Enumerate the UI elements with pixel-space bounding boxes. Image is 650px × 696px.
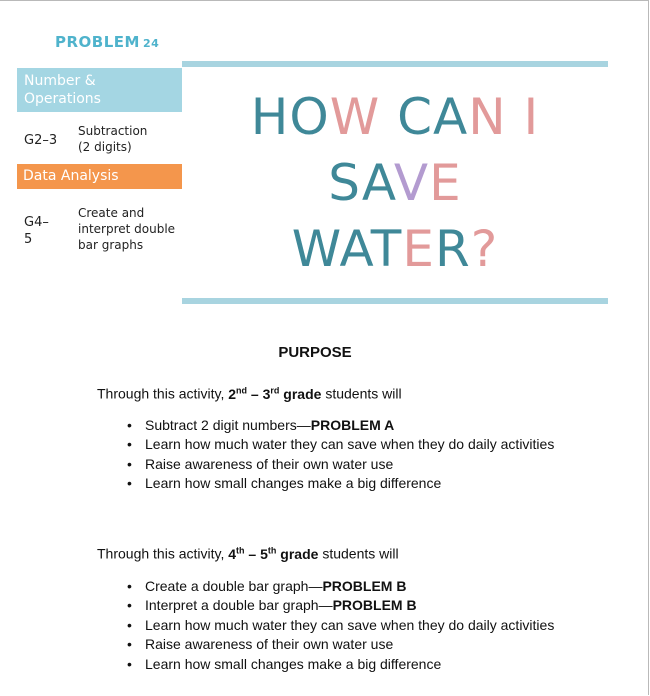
number-operations-heading-line1: Number & bbox=[24, 73, 96, 89]
title-fragment: E bbox=[402, 220, 435, 278]
list-item bbox=[127, 616, 554, 635]
grade-suffix: th bbox=[236, 545, 245, 555]
intro-text: Through this activity, bbox=[97, 385, 229, 402]
grade-number: 5 bbox=[260, 545, 268, 562]
number-operations-grade: G2–3 bbox=[24, 133, 58, 148]
grade-suffix: rd bbox=[270, 385, 280, 395]
data-analysis-description bbox=[78, 205, 175, 253]
data-analysis-heading: Data Analysis bbox=[23, 168, 119, 184]
bullet-text: Interpret a double bar graph— bbox=[145, 597, 333, 614]
grade-dash: – bbox=[247, 385, 263, 402]
problem-label-text: PROBLEM bbox=[55, 33, 140, 51]
bullet-text: Create a double bar graph— bbox=[145, 578, 323, 594]
purpose-bullets-b bbox=[127, 577, 554, 674]
list-item bbox=[127, 577, 554, 596]
problem-label bbox=[55, 33, 159, 51]
intro-text: students will bbox=[318, 545, 399, 562]
title-fragment: ? bbox=[470, 220, 499, 278]
bullet-text: Learn how small changes make a big difference bbox=[145, 655, 442, 672]
grade-number: 3 bbox=[262, 385, 271, 402]
list-item bbox=[127, 435, 554, 454]
data-analysis-grade-line2: 5 bbox=[24, 232, 33, 247]
number-operations-desc-line1: Subtraction bbox=[78, 124, 148, 138]
problem-number: 24 bbox=[142, 37, 160, 50]
grade-word: grade bbox=[279, 385, 322, 402]
intro-text: students will bbox=[321, 385, 402, 402]
list-item bbox=[127, 655, 554, 674]
bullet-bold: PROBLEM B bbox=[332, 597, 417, 614]
bullet-text: Learn how small changes make a big difference bbox=[145, 475, 442, 492]
list-item bbox=[127, 474, 554, 493]
data-analysis-grade-line1: G4– bbox=[24, 215, 49, 230]
grade-suffix: th bbox=[267, 545, 277, 555]
data-analysis-desc-line1: Create and bbox=[78, 206, 145, 220]
data-analysis-band bbox=[17, 164, 182, 189]
title-line-3 bbox=[182, 216, 608, 282]
number-operations-desc-line2: (2 digits) bbox=[78, 140, 132, 154]
bullet-bold: PROBLEM B bbox=[322, 578, 407, 594]
data-analysis-desc-line2: interpret double bbox=[78, 222, 176, 236]
list-item bbox=[127, 455, 554, 474]
grade-word: grade bbox=[276, 545, 319, 562]
number-operations-description bbox=[78, 123, 147, 155]
title-line-2 bbox=[182, 150, 608, 216]
title-fragment: E bbox=[429, 154, 462, 212]
title-fragment: WAT bbox=[291, 220, 403, 278]
purpose-bullets-a bbox=[127, 416, 554, 494]
title-bottom-rule bbox=[182, 298, 608, 304]
grade-suffix: nd bbox=[236, 385, 248, 395]
grade-number: 2 bbox=[228, 385, 237, 402]
intro-text: Through this activity, bbox=[97, 545, 229, 562]
bullet-text: Raise awareness of their own water use bbox=[145, 636, 394, 653]
purpose-intro-a bbox=[97, 385, 402, 402]
bullet-text: Learn how much water they can save when they do daily activities bbox=[145, 436, 555, 453]
number-operations-band bbox=[17, 68, 182, 112]
title-fragment: CA bbox=[397, 88, 469, 146]
list-item bbox=[127, 635, 554, 654]
grade-number: 4 bbox=[228, 545, 237, 562]
number-operations-heading-line2: Operations bbox=[24, 91, 101, 107]
title-fragment: V bbox=[393, 154, 430, 212]
title-fragment: N bbox=[468, 88, 507, 146]
grade-dash: – bbox=[244, 545, 261, 562]
purpose-heading: PURPOSE bbox=[278, 344, 352, 361]
page-title bbox=[182, 84, 608, 282]
title-top-rule bbox=[182, 61, 608, 67]
title-fragment: SA bbox=[328, 154, 394, 212]
bullet-text: Subtract 2 digit numbers— bbox=[145, 417, 311, 433]
purpose-intro-b bbox=[97, 545, 399, 562]
bullet-text: Learn how much water they can save when they do daily activities bbox=[145, 616, 555, 633]
title-fragment: HO bbox=[250, 88, 330, 146]
list-item bbox=[127, 416, 554, 435]
title-line-1 bbox=[182, 84, 608, 150]
list-item bbox=[127, 596, 554, 615]
title-fragment: R bbox=[434, 220, 471, 278]
data-analysis-grade bbox=[24, 214, 49, 248]
title-fragment: I bbox=[506, 88, 540, 146]
bullet-text: Raise awareness of their own water use bbox=[145, 455, 394, 472]
title-fragment: W bbox=[329, 88, 398, 146]
bullet-bold: PROBLEM A bbox=[310, 417, 395, 433]
data-analysis-desc-line3: bar graphs bbox=[78, 238, 144, 252]
